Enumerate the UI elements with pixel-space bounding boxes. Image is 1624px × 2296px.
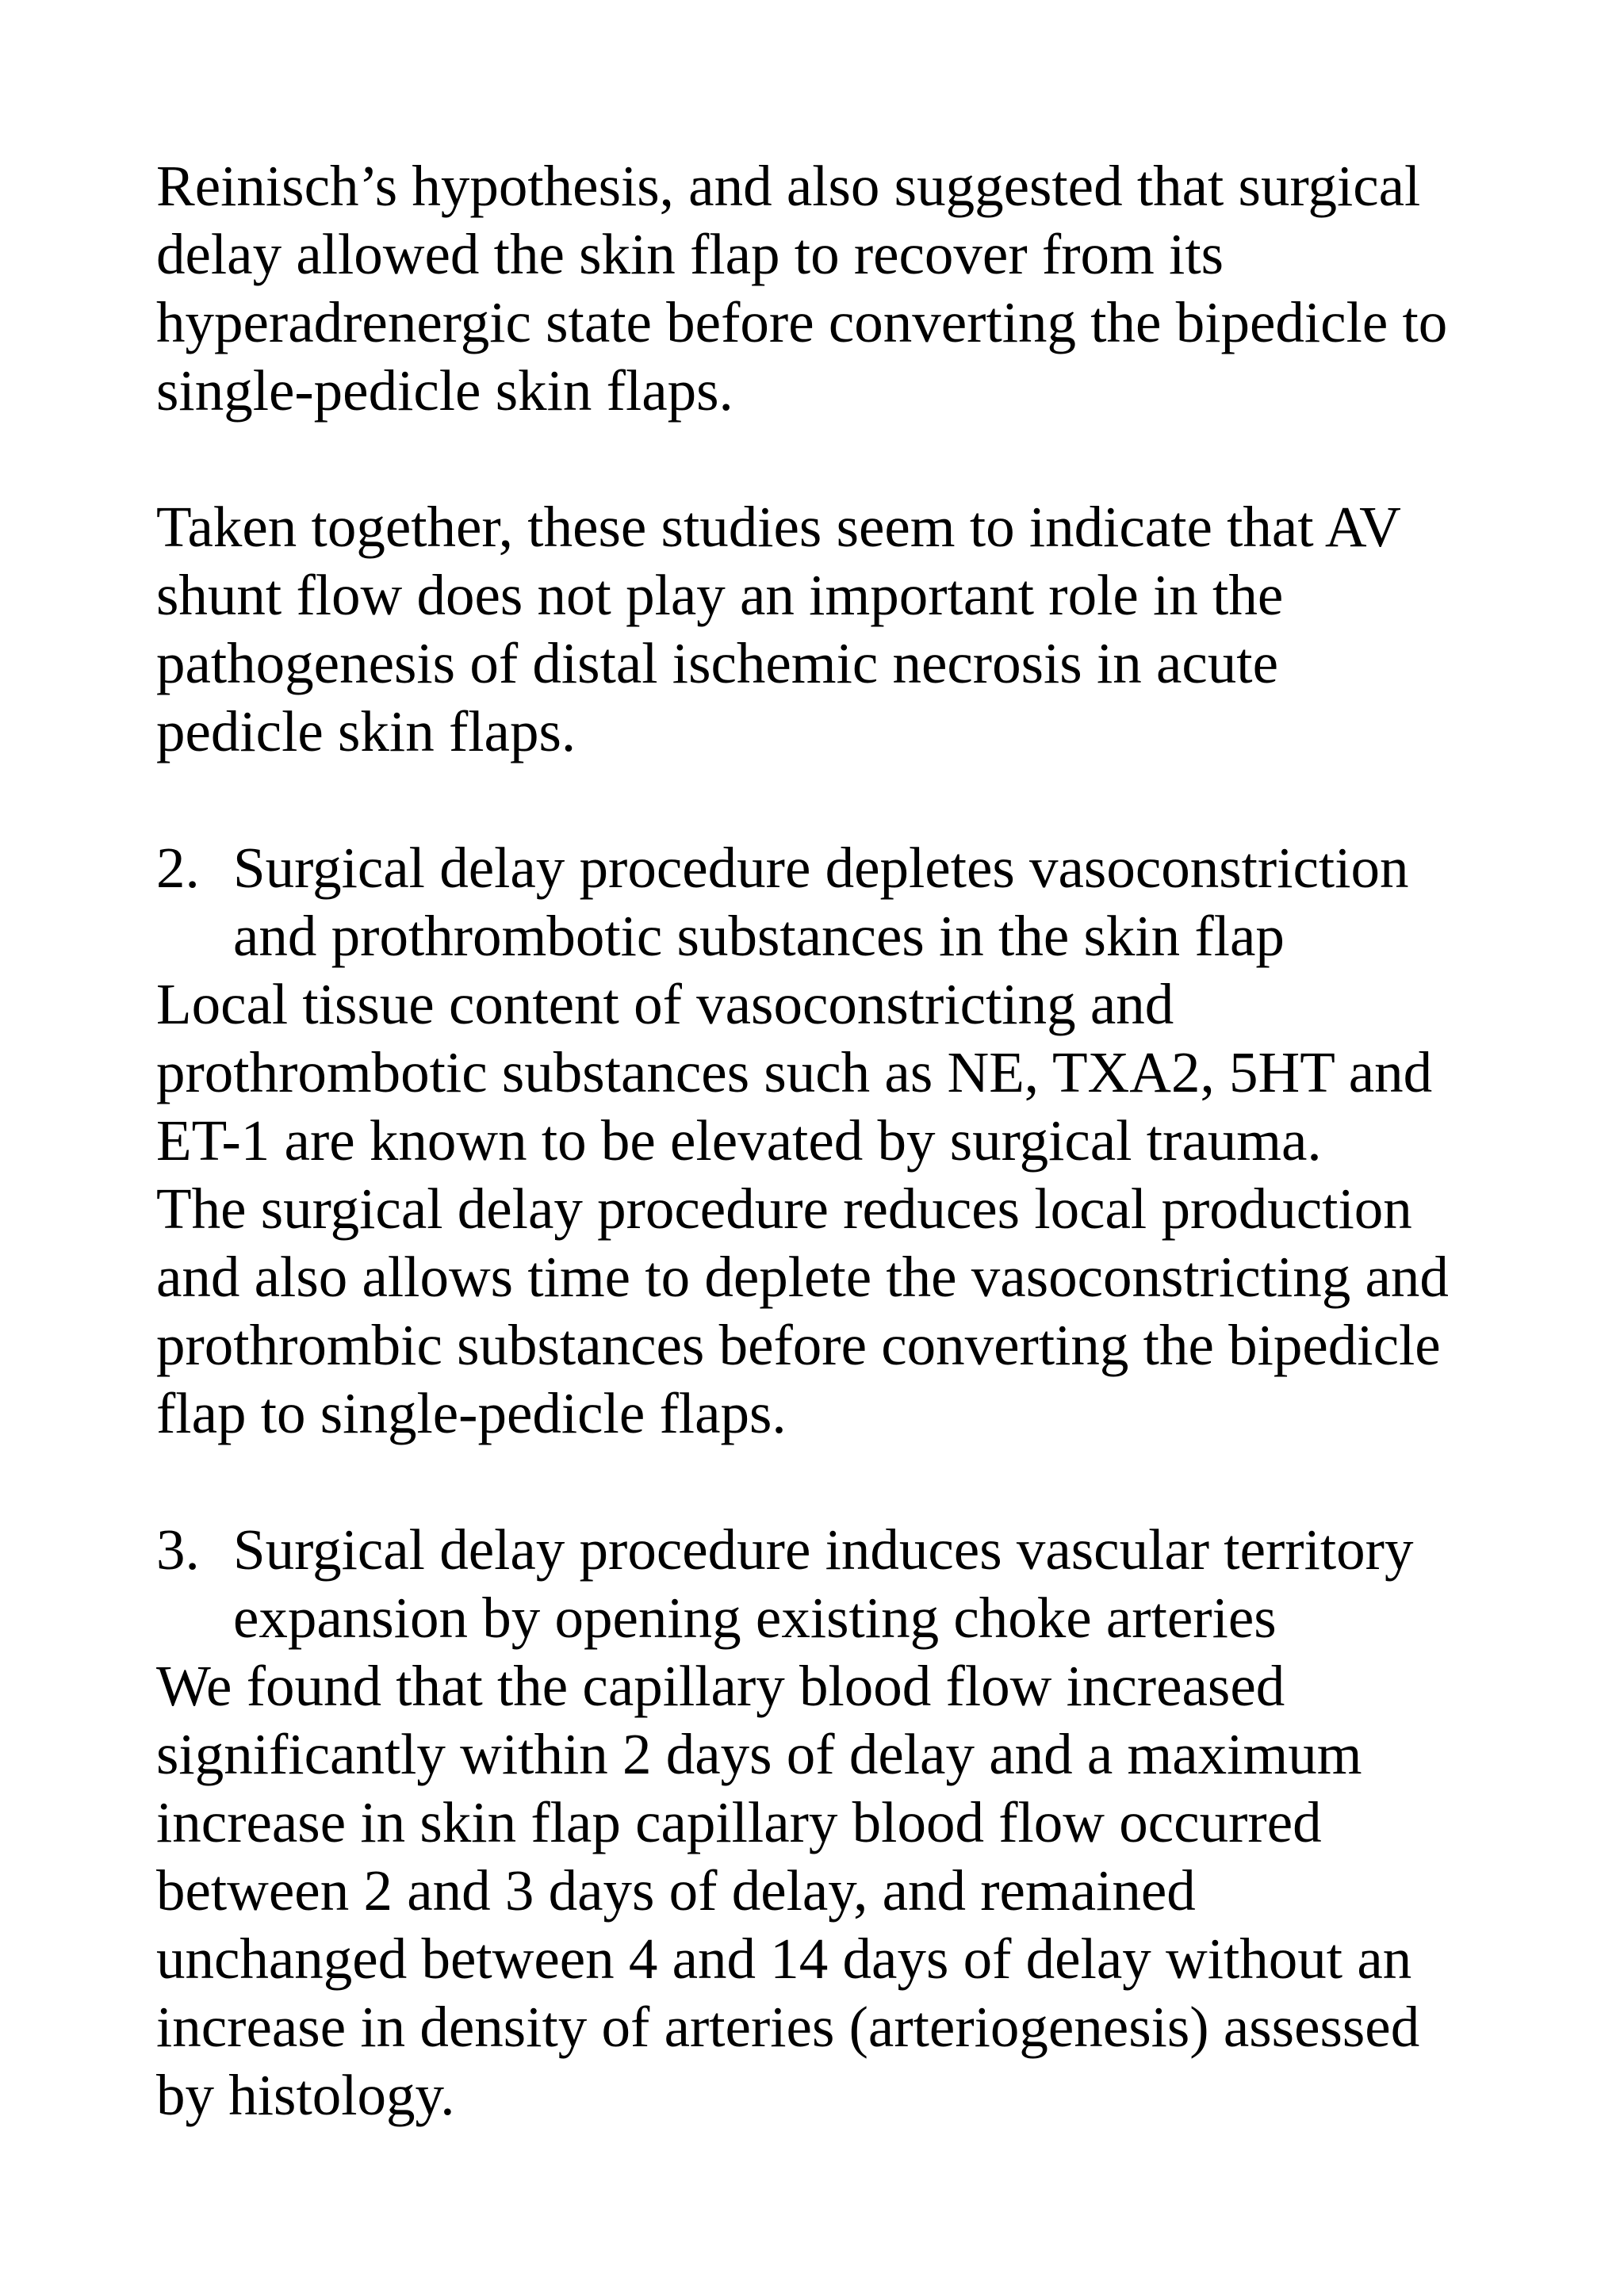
heading-line: expansion by opening existing choke arteries (233, 1586, 1277, 1650)
text-line: hyperadrenergic state before converting the bipedicle to (156, 290, 1448, 354)
text-line: and also allows time to deplete the vasoconstricting and (156, 1245, 1449, 1309)
heading-line: Surgical delay procedure depletes vasoconstriction (233, 836, 1409, 900)
text-line: by histology. (156, 2063, 455, 2127)
text-line: ET-1 are known to be elevated by surgical trauma. (156, 1108, 1322, 1173)
heading-line: and prothrombotic substances in the skin flap (233, 904, 1285, 968)
text-line: between 2 and 3 days of delay, and remained (156, 1858, 1196, 1923)
text-line: Reinisch’s hypothesis, and also suggested that surgical (156, 154, 1421, 218)
text-line: prothrombic substances before converting the bipedicle (156, 1313, 1441, 1377)
text-line: pathogenesis of distal ischemic necrosis in acute (156, 631, 1278, 695)
section-2-heading (156, 834, 1504, 970)
text-line: single-pedicle skin flaps. (156, 358, 733, 423)
document-body (156, 152, 1504, 2130)
text-line: flap to single-pedicle flaps. (156, 1381, 787, 1445)
text-line: The surgical delay procedure reduces local production (156, 1177, 1412, 1241)
paragraph-spacer (156, 425, 1504, 493)
text-line: shunt flow does not play an important role in the (156, 563, 1284, 627)
text-line: increase in density of arteries (arteriogenesis) assessed (156, 1995, 1420, 2059)
text-line: increase in skin flap capillary blood flow occurred (156, 1790, 1322, 1854)
text-line: delay allowed the skin flap to recover from its (156, 222, 1224, 286)
paragraph-spacer (156, 1448, 1504, 1516)
paragraph-hypothesis (156, 152, 1504, 425)
numbered-section-2 (156, 834, 1504, 1448)
section-3-body (156, 1652, 1504, 2130)
text-line: prothrombotic substances such as NE, TXA2, 5HT and (156, 1040, 1433, 1104)
paragraph-conclusion (156, 493, 1504, 766)
list-number: 2. (156, 836, 200, 900)
text-line: We found that the capillary blood flow increased (156, 1654, 1285, 1718)
text-line: significantly within 2 days of delay and a maximum (156, 1722, 1362, 1786)
text-line: Taken together, these studies seem to indicate that AV (156, 495, 1401, 559)
list-number: 3. (156, 1517, 200, 1582)
text-line: unchanged between 4 and 14 days of delay without an (156, 1927, 1412, 1991)
text-line: Local tissue content of vasoconstricting and (156, 972, 1174, 1036)
section-2-body (156, 970, 1504, 1448)
section-3-heading (156, 1516, 1504, 1652)
numbered-section-3 (156, 1516, 1504, 2130)
heading-line: Surgical delay procedure induces vascular territory (233, 1517, 1414, 1582)
text-line: pedicle skin flaps. (156, 699, 576, 763)
paragraph-spacer (156, 766, 1504, 834)
